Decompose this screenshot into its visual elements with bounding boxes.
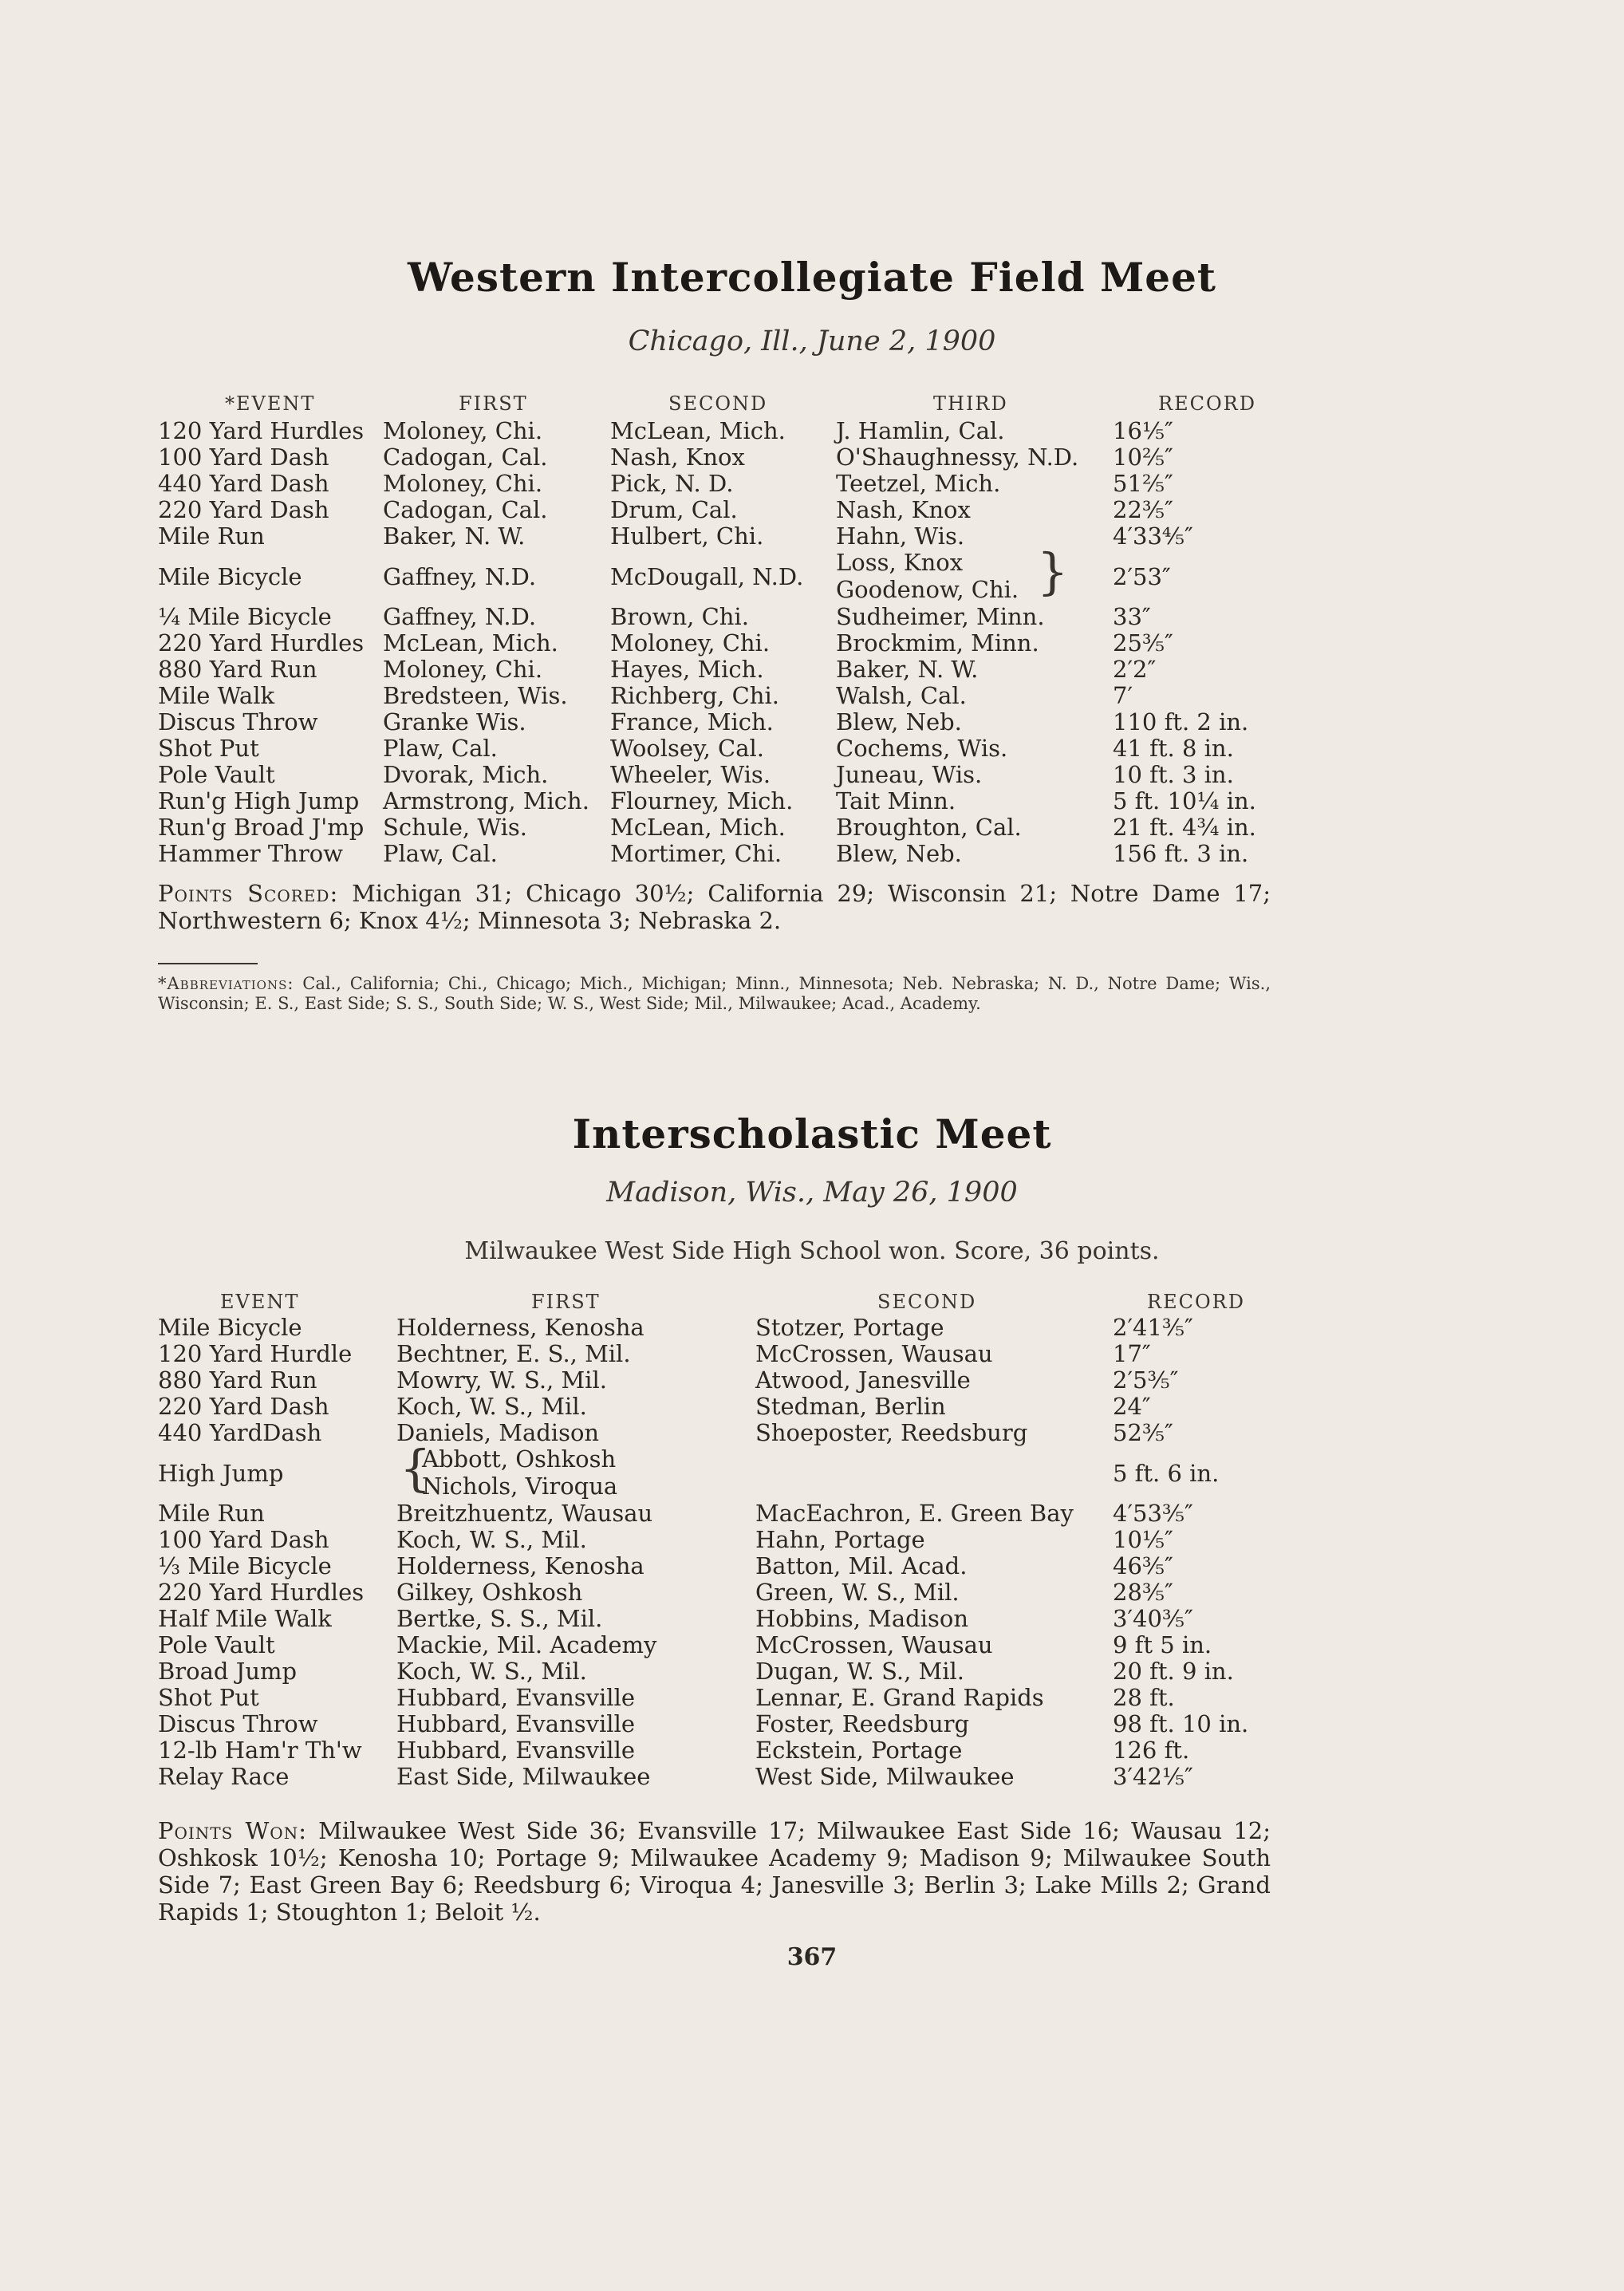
meet1-cell: Gaffney, N.D.	[383, 603, 537, 630]
meet2-cell: Shoeposter, Reedsburg	[755, 1419, 1028, 1446]
abbr-text: Cal., California; Chi., Chicago; Mich., Michigan; Minn., Minnesota; Neb. Nebraska; N. D., Notre Dame; Wis., Wisconsin; E. S., East Side; S. S., South Side; W. S., West Side; Mil., Milwaukee; Acad., Academy.	[158, 974, 1271, 1013]
meet2-cell: 5 ft. 6 in.	[1113, 1460, 1220, 1487]
meet2-cell: Lennar, E. Grand Rapids	[755, 1684, 1044, 1711]
meet2-cell: Hahn, Portage	[755, 1526, 925, 1553]
meet1-cell: Moloney, Chi.	[383, 417, 543, 444]
meet1-cell: Broughton, Cal.	[836, 814, 1022, 841]
meet1-cell: O'Shaughnessy, N.D.	[836, 444, 1079, 471]
meet1-header-4: RECORD	[1158, 392, 1256, 415]
meet2-cell: 10⅕″	[1113, 1526, 1173, 1553]
meet1-cell: Juneau, Wis.	[836, 761, 983, 788]
meet1-cell: McLean, Mich.	[610, 814, 786, 841]
meet1-cell: Granke Wis.	[383, 708, 526, 735]
meet1-subtitle: Chicago, Ill., June 2, 1900	[628, 325, 996, 357]
meet1-cell: Pole Vault	[158, 761, 275, 788]
meet2-cell: 3′40⅗″	[1113, 1605, 1193, 1632]
meet2-cell: Koch, W. S., Mil.	[396, 1526, 587, 1553]
meet2-cell: Broad Jump	[158, 1658, 298, 1685]
meet1-cell: 10 ft. 3 in.	[1113, 761, 1234, 788]
meet1-cell: Drum, Cal.	[610, 496, 738, 523]
meet2-cell: 9 ft 5 in.	[1113, 1631, 1212, 1658]
meet1-points-lead: Points Scored:	[158, 880, 339, 907]
meet2-cell: Breitzhuentz, Wausau	[396, 1500, 653, 1527]
meet1-header-3: THIRD	[933, 392, 1008, 415]
meet1-cell: Brown, Chi.	[610, 603, 749, 630]
meet2-cell: 52⅗″	[1113, 1419, 1173, 1446]
meet1-cell: Hammer Throw	[158, 840, 343, 867]
meet1-cell: Cadogan, Cal.	[383, 496, 548, 523]
meet1-cell: Hulbert, Chi.	[610, 522, 764, 550]
meet2-cell: 3′42⅕″	[1113, 1763, 1193, 1790]
meet2-cell: Hobbins, Madison	[755, 1605, 968, 1632]
meet2-cell: McCrossen, Wausau	[755, 1631, 993, 1658]
meet2-cell: 98 ft. 10 in.	[1113, 1710, 1249, 1737]
meet1-cell: ¼ Mile Bicycle	[158, 603, 332, 630]
meet2-cell: Bertke, S. S., Mil.	[396, 1605, 603, 1632]
meet2-cell: Batton, Mil. Acad.	[755, 1552, 968, 1579]
meet1-cell: 16⅕″	[1113, 417, 1173, 444]
meet1-cell: Mile Run	[158, 522, 265, 550]
meet2-cell: Holderness, Kenosha	[396, 1552, 644, 1579]
meet2-cell: Stotzer, Portage	[755, 1314, 944, 1341]
page-number: 367	[786, 1943, 838, 1971]
meet2-cell: East Side, Milwaukee	[396, 1763, 651, 1790]
meet2-cell: 46⅗″	[1113, 1552, 1173, 1579]
meet2-cell: Relay Race	[158, 1763, 290, 1790]
meet2-cell: Dugan, W. S., Mil.	[755, 1658, 965, 1685]
meet2-cell: 4′53⅗″	[1113, 1500, 1193, 1527]
meet1-cell: Loss, Knox	[836, 549, 964, 576]
meet1-cell: 7′	[1113, 682, 1133, 709]
meet1-cell: 110 ft. 2 in.	[1113, 708, 1249, 735]
meet2-cell: Daniels, Madison	[396, 1419, 600, 1446]
meet1-cell: Moloney, Chi.	[383, 470, 543, 497]
meet1-cell: Sudheimer, Minn.	[836, 603, 1045, 630]
meet2-cell: 28 ft.	[1113, 1684, 1175, 1711]
meet2-cell: Holderness, Kenosha	[396, 1314, 644, 1341]
meet1-cell: Dvorak, Mich.	[383, 761, 549, 788]
meet2-cell: Mowry, W. S., Mil.	[396, 1366, 607, 1394]
meet2-cell: 100 Yard Dash	[158, 1526, 329, 1553]
meet1-cell: McLean, Mich.	[383, 629, 558, 657]
meet2-cell: Mile Run	[158, 1500, 265, 1527]
meet2-cell: 20 ft. 9 in.	[1113, 1658, 1234, 1685]
meet1-cell: 2′2″	[1113, 656, 1157, 683]
meet2-cell: Nichols, Viroqua	[422, 1473, 618, 1500]
meet2-cell: 126 ft.	[1113, 1737, 1190, 1764]
meet1-cell: Flourney, Mich.	[610, 787, 794, 814]
meet1-cell: Plaw, Cal.	[383, 735, 498, 762]
meet2-cell: McCrossen, Wausau	[755, 1340, 993, 1367]
meet2-cell: Gilkey, Oshkosh	[396, 1579, 583, 1606]
meet1-cell: Cadogan, Cal.	[383, 444, 548, 471]
meet1-cell: 156 ft. 3 in.	[1113, 840, 1249, 867]
meet1-cell: Richberg, Chi.	[610, 682, 779, 709]
meet1-cell: Walsh, Cal.	[836, 682, 967, 709]
meet2-cell: Mile Bicycle	[158, 1314, 302, 1341]
meet2-cell: ⅓ Mile Bicycle	[158, 1552, 332, 1579]
meet2-cell: Eckstein, Portage	[755, 1737, 963, 1764]
meet1-cell: 41 ft. 8 in.	[1113, 735, 1234, 762]
meet2-cell: Pole Vault	[158, 1631, 275, 1658]
meet2-cell: Hubbard, Evansville	[396, 1710, 636, 1737]
meet1-cell: 220 Yard Hurdles	[158, 629, 365, 657]
meet1-cell: McLean, Mich.	[610, 417, 786, 444]
meet1-cell: Blew, Neb.	[836, 840, 962, 867]
meet1-cell: Gaffney, N.D.	[383, 563, 537, 590]
left-brace-icon: {	[400, 1439, 432, 1497]
meet1-cell: 440 Yard Dash	[158, 470, 329, 497]
meet1-cell: Bredsteen, Wis.	[383, 682, 568, 709]
meet1-cell: Plaw, Cal.	[383, 840, 498, 867]
meet1-header-0: *EVENT	[225, 392, 316, 415]
meet2-cell: Koch, W. S., Mil.	[396, 1658, 587, 1685]
meet1-cell: 5 ft. 10¼ in.	[1113, 787, 1256, 814]
meet1-cell: 2′53″	[1113, 563, 1171, 590]
meet2-cell: Mackie, Mil. Academy	[396, 1631, 657, 1658]
meet2-title: Interscholastic Meet	[572, 1110, 1052, 1157]
meet1-cell: Cochems, Wis.	[836, 735, 1008, 762]
meet1-cell: Tait Minn.	[836, 787, 956, 814]
abbreviations-footnote	[158, 974, 1271, 1014]
meet2-cell: Stedman, Berlin	[755, 1393, 946, 1420]
meet2-header-3: RECORD	[1147, 1291, 1245, 1313]
meet2-winner-note: Milwaukee West Side High School won. Score, 36 points.	[464, 1237, 1160, 1265]
meet1-cell: 21 ft. 4¾ in.	[1113, 814, 1256, 841]
meet2-cell: 220 Yard Dash	[158, 1393, 329, 1420]
meet1-cell: Nash, Knox	[836, 496, 971, 523]
meet1-cell: Moloney, Chi.	[383, 656, 543, 683]
meet1-points-text: Michigan 31; Chicago 30½; California 29; Wisconsin 21; Notre Dame 17; Northwestern 6; Knox 4½; Minnesota 3; Nebraska 2.	[158, 880, 1271, 934]
meet2-cell: 880 Yard Run	[158, 1366, 317, 1394]
meet1-cell: France, Mich.	[610, 708, 774, 735]
meet2-cell: 28⅗″	[1113, 1579, 1173, 1606]
meet2-subtitle: Madison, Wis., May 26, 1900	[606, 1177, 1018, 1209]
meet2-cell: 24″	[1113, 1393, 1151, 1420]
meet1-cell: Hayes, Mich.	[610, 656, 764, 683]
meet1-header-2: SECOND	[668, 392, 768, 415]
meet1-cell: 100 Yard Dash	[158, 444, 329, 471]
meet2-points-won	[158, 1817, 1271, 1926]
meet1-cell: Mile Walk	[158, 682, 275, 709]
meet2-cell: West Side, Milwaukee	[755, 1763, 1015, 1790]
meet2-cell: 220 Yard Hurdles	[158, 1579, 365, 1606]
meet2-cell: High Jump	[158, 1460, 284, 1487]
meet1-cell: J. Hamlin, Cal.	[836, 417, 1005, 444]
meet2-cell: 12-lb Ham'r Th'w	[158, 1737, 362, 1764]
meet1-cell: 22⅗″	[1113, 496, 1173, 523]
meet2-cell: MacEachron, E. Green Bay	[755, 1500, 1074, 1527]
meet1-cell: Woolsey, Cal.	[610, 735, 765, 762]
meet1-cell: Run'g High Jump	[158, 787, 360, 814]
meet1-header-1: FIRST	[459, 392, 528, 415]
meet1-cell: Mile Bicycle	[158, 563, 302, 590]
meet1-cell: McDougall, N.D.	[610, 563, 804, 590]
meet1-cell: 33″	[1113, 603, 1151, 630]
meet2-cell: Hubbard, Evansville	[396, 1737, 636, 1764]
footnote-divider	[158, 963, 258, 964]
meet2-points-text: Milwaukee West Side 36; Evansville 17; Milwaukee East Side 16; Wausau 12; Oshkosk 10½; Kenosha 10; Portage 9; Milwaukee Academy 9; Madison 9; Milwaukee South Side 7; East Green Bay 6; Reedsburg 6; Viroqua 4; Janesville 3; Berlin 3; Lake Mills 2; Grand Rapids 1; Stoughton 1; Beloit ½.	[158, 1817, 1271, 1926]
meet1-cell: Pick, N. D.	[610, 470, 734, 497]
meet2-cell: Bechtner, E. S., Mil.	[396, 1340, 631, 1367]
meet1-cell: Wheeler, Wis.	[610, 761, 771, 788]
meet2-header-0: EVENT	[220, 1291, 300, 1313]
meet1-cell: Teetzel, Mich.	[836, 470, 1001, 497]
meet1-cell: Blew, Neb.	[836, 708, 962, 735]
meet1-cell: Mortimer, Chi.	[610, 840, 782, 867]
meet1-cell: Nash, Knox	[610, 444, 745, 471]
meet1-cell: 51⅖″	[1113, 470, 1173, 497]
meet1-cell: Baker, N. W.	[383, 522, 526, 550]
meet1-cell: 120 Yard Hurdles	[158, 417, 365, 444]
meet2-cell: 440 YardDash	[158, 1419, 322, 1446]
meet2-cell: Hubbard, Evansville	[396, 1684, 636, 1711]
meet1-cell: 10⅖″	[1113, 444, 1173, 471]
meet1-cell: Brockmim, Minn.	[836, 629, 1039, 657]
meet2-cell: Koch, W. S., Mil.	[396, 1393, 587, 1420]
meet1-points-scored	[158, 880, 1271, 934]
meet1-cell: Goodenow, Chi.	[836, 576, 1019, 603]
meet2-cell: Shot Put	[158, 1684, 259, 1711]
meet2-cell: 17″	[1113, 1340, 1151, 1367]
meet2-cell: 120 Yard Hurdle	[158, 1340, 353, 1367]
meet1-cell: Schule, Wis.	[383, 814, 528, 841]
abbr-lead: *Abbreviations:	[158, 974, 294, 993]
meet2-header-1: FIRST	[531, 1291, 601, 1313]
meet1-title: Western Intercollegiate Field Meet	[407, 254, 1217, 301]
meet2-points-lead: Points Won:	[158, 1817, 307, 1844]
right-brace-icon: }	[1037, 542, 1069, 601]
meet1-cell: Moloney, Chi.	[610, 629, 771, 657]
meet2-cell: 2′41⅗″	[1113, 1314, 1193, 1341]
meet1-cell: Armstrong, Mich.	[383, 787, 589, 814]
meet1-cell: Hahn, Wis.	[836, 522, 965, 550]
meet2-cell: Atwood, Janesville	[755, 1366, 971, 1394]
meet1-cell: Discus Throw	[158, 708, 318, 735]
meet1-cell: Run'g Broad J'mp	[158, 814, 365, 841]
meet1-cell: Baker, N. W.	[836, 656, 979, 683]
meet2-header-2: SECOND	[877, 1291, 977, 1313]
meet2-cell: Abbott, Oshkosh	[422, 1445, 617, 1473]
meet2-cell: Foster, Reedsburg	[755, 1710, 970, 1737]
meet2-cell: Green, W. S., Mil.	[755, 1579, 960, 1606]
meet1-cell: 4′33⅘″	[1113, 522, 1193, 550]
meet1-cell: 25⅗″	[1113, 629, 1173, 657]
meet2-cell: Half Mile Walk	[158, 1605, 332, 1632]
meet1-cell: 880 Yard Run	[158, 656, 317, 683]
meet2-cell: 2′5⅗″	[1113, 1366, 1179, 1394]
meet1-cell: 220 Yard Dash	[158, 496, 329, 523]
meet1-cell: Shot Put	[158, 735, 259, 762]
meet2-cell: Discus Throw	[158, 1710, 318, 1737]
